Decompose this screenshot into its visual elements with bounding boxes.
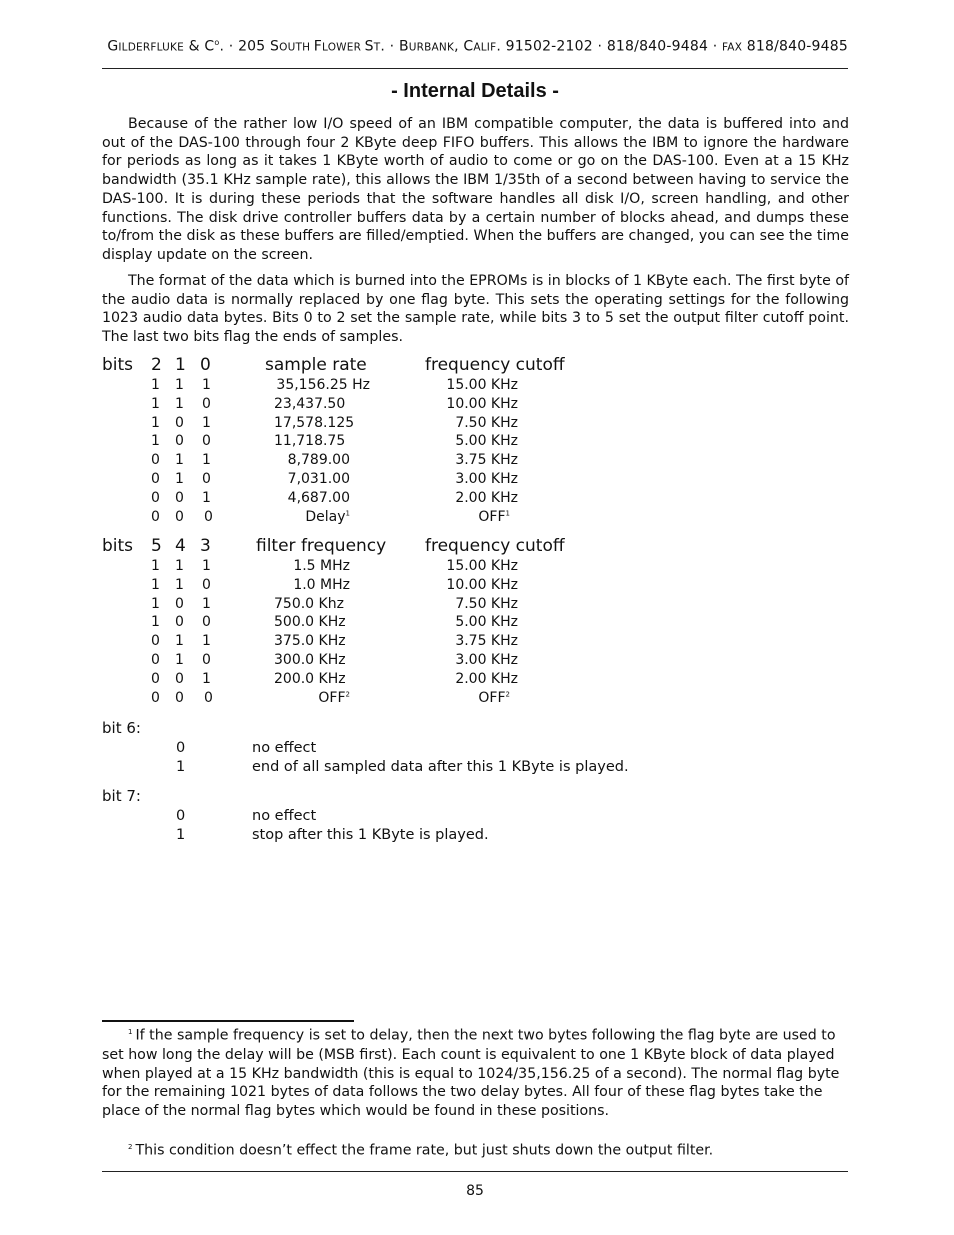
table-row-bit: 0 bbox=[202, 576, 211, 593]
table-row-cutoff bbox=[478, 690, 510, 706]
table-bit-header: 4 bbox=[175, 536, 186, 556]
table-row-bit: 1 bbox=[151, 558, 160, 574]
table-row-bit: 0 bbox=[202, 433, 211, 450]
table-row-bit: 0 bbox=[151, 508, 160, 525]
footnote-ref: 1 bbox=[505, 508, 510, 517]
table-row-bit: 1 bbox=[202, 595, 211, 612]
table-row-cutoff-text: 15.00 KHz bbox=[446, 558, 518, 574]
table-row-cutoff bbox=[455, 614, 518, 630]
table-row-value bbox=[293, 558, 350, 574]
table-row-value bbox=[274, 652, 346, 668]
table-bits-label: bits bbox=[102, 536, 134, 556]
footnote-ref: 2 bbox=[345, 689, 350, 698]
table-row-bit: 0 bbox=[151, 452, 160, 469]
table-row-bit: 1 bbox=[175, 452, 184, 469]
table-row-cutoff-text: 3.75 KHz bbox=[455, 633, 518, 650]
bit-description: no effect bbox=[252, 808, 317, 824]
table-row-value-text: OFF bbox=[318, 689, 346, 706]
table-bit-header: 1 bbox=[175, 355, 186, 375]
table-row-cutoff-text: 3.00 KHz bbox=[455, 471, 518, 487]
table-row-bit: 0 bbox=[175, 433, 184, 450]
bit-description: stop after this 1 KByte is played. bbox=[252, 827, 489, 843]
table-row-value bbox=[274, 614, 346, 630]
footnote-ref: 2 bbox=[505, 689, 510, 698]
table-row-bit: 0 bbox=[151, 471, 160, 487]
table-row-cutoff bbox=[455, 452, 518, 468]
table-col-header: sample rate bbox=[265, 355, 367, 375]
table-row-cutoff bbox=[446, 396, 518, 412]
table-row-bit: 1 bbox=[175, 633, 184, 650]
table-row-cutoff bbox=[455, 415, 518, 431]
table-row-cutoff bbox=[455, 596, 518, 612]
table-row-cutoff-text: OFF bbox=[478, 508, 506, 525]
table-row-bit: 0 bbox=[175, 414, 184, 431]
table-row-value bbox=[274, 671, 346, 687]
table-row-cutoff bbox=[455, 652, 518, 668]
bit-value: 1 bbox=[176, 759, 186, 775]
table-row-bit: 1 bbox=[202, 670, 211, 687]
table-row-cutoff-text: 5.00 KHz bbox=[455, 614, 518, 631]
table-row-bit: 0 bbox=[175, 595, 184, 612]
table-row-bit: 0 bbox=[175, 508, 184, 525]
table-row-bit: 0 bbox=[202, 471, 211, 487]
table-row-bit: 0 bbox=[151, 689, 160, 706]
table-row-value-text: 23,437.50 bbox=[274, 395, 346, 412]
bit-value: 1 bbox=[176, 827, 186, 843]
table-row-cutoff-text: 7.50 KHz bbox=[455, 414, 518, 431]
table-row-bit: 1 bbox=[175, 652, 184, 668]
header-rule bbox=[102, 68, 848, 69]
table-row-value-text: 1.0 MHz bbox=[293, 576, 350, 593]
table-row-bit: 1 bbox=[202, 414, 211, 431]
table-row-bit: 0 bbox=[151, 633, 160, 650]
table-row-value-text: 200.0 KHz bbox=[274, 670, 346, 687]
table-row-value bbox=[305, 509, 350, 525]
table-row-bit: 0 bbox=[151, 652, 160, 668]
table-row-value-text: 35,156.25 Hz bbox=[276, 377, 370, 393]
table-row-value-text: 17,578.125 bbox=[274, 414, 355, 431]
page-number: 85 bbox=[466, 1183, 484, 1199]
table-row-value bbox=[274, 596, 344, 612]
table-row-cutoff-text: 15.00 KHz bbox=[446, 377, 518, 393]
table-row-bit: 0 bbox=[151, 489, 160, 506]
table-row-cutoff-text: 2.00 KHz bbox=[455, 670, 518, 687]
table-row-bit: 1 bbox=[175, 377, 184, 393]
footnote-1: $^1$ If the sample frequency is set to delay, then the next two bytes following the flag byte are used to set how long the delay will be (MSB first). Each count is equivalent to one 1 KByte block of data played when played at a 15 KHz bandwidth (this is equal to 1024/35,156.25 of a second). The normal flag byte for the remaining 1021 bytes of data follows the two delay bytes. All four of these flag bytes take the place of the normal flag bytes which would be found in these positions. bbox=[102, 1027, 840, 1120]
table-row-bit: 1 bbox=[202, 489, 211, 506]
table-row-value-text: 500.0 KHz bbox=[274, 614, 346, 631]
table-row-value-text: 375.0 KHz bbox=[274, 633, 346, 650]
table-row-bit: 1 bbox=[175, 395, 184, 412]
table-row-value-text: 11,718.75 bbox=[274, 433, 346, 450]
table-row-value bbox=[288, 490, 350, 506]
page-header: GILDERFLUKE & $C^o$. · 205 SOUTH FLOWER ST. · BURBANK, CALIF. 91502-2102 · 818/840-9484 · FAX 818/840-9485 bbox=[107, 38, 848, 55]
table-row-bit: 1 bbox=[151, 395, 160, 412]
table-row-cutoff-text: 10.00 KHz bbox=[446, 576, 518, 593]
footer-rule bbox=[102, 1171, 848, 1172]
footnote-2: $^2$ This condition doesn’t effect the frame rate, but just shuts down the output filter. bbox=[128, 1142, 714, 1159]
table-row-bit: 1 bbox=[151, 595, 160, 612]
table-row-cutoff bbox=[478, 509, 510, 525]
table-row-value bbox=[276, 377, 370, 393]
table-row-cutoff-text: 7.50 KHz bbox=[455, 595, 518, 612]
table-row-cutoff bbox=[446, 558, 518, 574]
table-row-bit: 0 bbox=[204, 689, 213, 706]
table-row-value bbox=[288, 471, 350, 487]
table-bit-header: 3 bbox=[200, 536, 211, 556]
table-row-value-text: 1.5 MHz bbox=[293, 558, 350, 574]
table-row-bit: 1 bbox=[202, 558, 211, 574]
format-paragraph: The format of the data which is burned into the EPROMs is in blocks of 1 KByte each. The first byte of the audio data is normally replaced by one flag byte. This sets the operating settings for the following 1023 audio data bytes. Bits 0 to 2 set the sample rate, while bits 3 to 5 set the output filter cutoff point. The last two bits flag the ends of samples. bbox=[102, 273, 849, 346]
table-row-bit: 1 bbox=[202, 377, 211, 393]
table-col-header: frequency cutoff bbox=[425, 355, 565, 375]
footnote-ref: 1 bbox=[345, 508, 350, 517]
table-row-cutoff-text: 5.00 KHz bbox=[455, 433, 518, 450]
table-row-bit: 0 bbox=[175, 489, 184, 506]
table-row-cutoff-text: 2.00 KHz bbox=[455, 489, 518, 506]
intro-paragraph: Because of the rather low I/O speed of an IBM compatible computer, the data is buffered into and out of the DAS-100 through four 2 KByte deep FIFO buffers. This allows the IBM to ignore the hardware for periods as long as it takes 1 KByte worth of audio to come or go on the DAS-100. Even at a 15 KHz bandwidth (35.1 KHz sample rate), this allows the IBM 1/35th of a second between having to service the DAS-100. It is during these periods that the software handles all disk I/O, screen handling, and other functions. The disk drive controller buffers data by a certain number of blocks ahead, and dumps these to/from the disk as these buffers are filled/emptied. When the buffers are changed, you can see the time display update on the screen. bbox=[102, 116, 849, 263]
table-row-value-text: Delay bbox=[305, 508, 346, 525]
table-row-value bbox=[274, 633, 346, 649]
table-row-bit: 1 bbox=[151, 614, 160, 631]
table-row-cutoff bbox=[455, 633, 518, 649]
table-row-bit: 0 bbox=[151, 670, 160, 687]
table-row-bit: 0 bbox=[175, 614, 184, 631]
table-bit-header: 5 bbox=[151, 536, 162, 556]
table-row-cutoff bbox=[446, 377, 518, 393]
bit-description: no effect bbox=[252, 740, 317, 756]
table-row-bit: 0 bbox=[202, 395, 211, 412]
table-row-bit: 1 bbox=[151, 576, 160, 593]
table-row-bit: 0 bbox=[175, 689, 184, 706]
bit-value: 0 bbox=[176, 808, 186, 824]
table-row-cutoff-text: 3.75 KHz bbox=[455, 452, 518, 469]
table-row-value bbox=[318, 690, 350, 706]
bit-description: end of all sampled data after this 1 KByte is played. bbox=[252, 759, 629, 775]
table-row-value bbox=[293, 577, 350, 593]
table-bit-header: 0 bbox=[200, 355, 211, 375]
table-row-value-text: 8,789.00 bbox=[287, 452, 350, 469]
table-row-bit: 1 bbox=[151, 433, 160, 450]
table-row-value bbox=[274, 433, 345, 449]
table-row-bit: 1 bbox=[151, 414, 160, 431]
table-row-cutoff bbox=[455, 671, 518, 687]
table-row-cutoff bbox=[455, 490, 518, 506]
bit-value: 0 bbox=[176, 740, 186, 756]
table-row-bit: 1 bbox=[202, 633, 211, 650]
table-row-value bbox=[288, 452, 350, 468]
table-col-header: filter frequency bbox=[256, 536, 387, 556]
footnote-rule bbox=[102, 1020, 354, 1022]
table-row-bit: 0 bbox=[202, 652, 211, 668]
table-row-cutoff bbox=[455, 471, 518, 487]
table-row-value-text: 7,031.00 bbox=[287, 471, 350, 487]
bit-label: bit 6: bbox=[102, 719, 141, 737]
table-row-cutoff bbox=[455, 433, 518, 449]
page-title: - Internal Details - bbox=[391, 80, 559, 102]
table-row-value bbox=[274, 396, 345, 412]
table-row-bit: 1 bbox=[175, 558, 184, 574]
table-col-header: frequency cutoff bbox=[425, 536, 565, 556]
table-row-bit: 0 bbox=[202, 614, 211, 631]
table-row-cutoff-text: 10.00 KHz bbox=[446, 395, 518, 412]
table-row-cutoff-text: 3.00 KHz bbox=[455, 652, 518, 668]
table-row-bit: 1 bbox=[175, 471, 184, 487]
table-row-value-text: 4,687.00 bbox=[287, 489, 350, 506]
bit-label: bit 7: bbox=[102, 787, 141, 805]
table-row-value-text: 750.0 Khz bbox=[274, 595, 344, 612]
table-bit-header: 2 bbox=[151, 355, 162, 375]
table-row-value-text: 300.0 KHz bbox=[274, 652, 346, 668]
table-row-bit: 1 bbox=[202, 452, 211, 469]
table-bits-label: bits bbox=[102, 355, 134, 375]
table-row-bit: 1 bbox=[151, 377, 160, 393]
table-row-bit: 0 bbox=[175, 670, 184, 687]
table-row-cutoff-text: OFF bbox=[478, 689, 506, 706]
table-row-value bbox=[274, 415, 354, 431]
table-row-cutoff bbox=[446, 577, 518, 593]
table-row-bit: 0 bbox=[204, 508, 213, 525]
table-row-bit: 1 bbox=[175, 576, 184, 593]
